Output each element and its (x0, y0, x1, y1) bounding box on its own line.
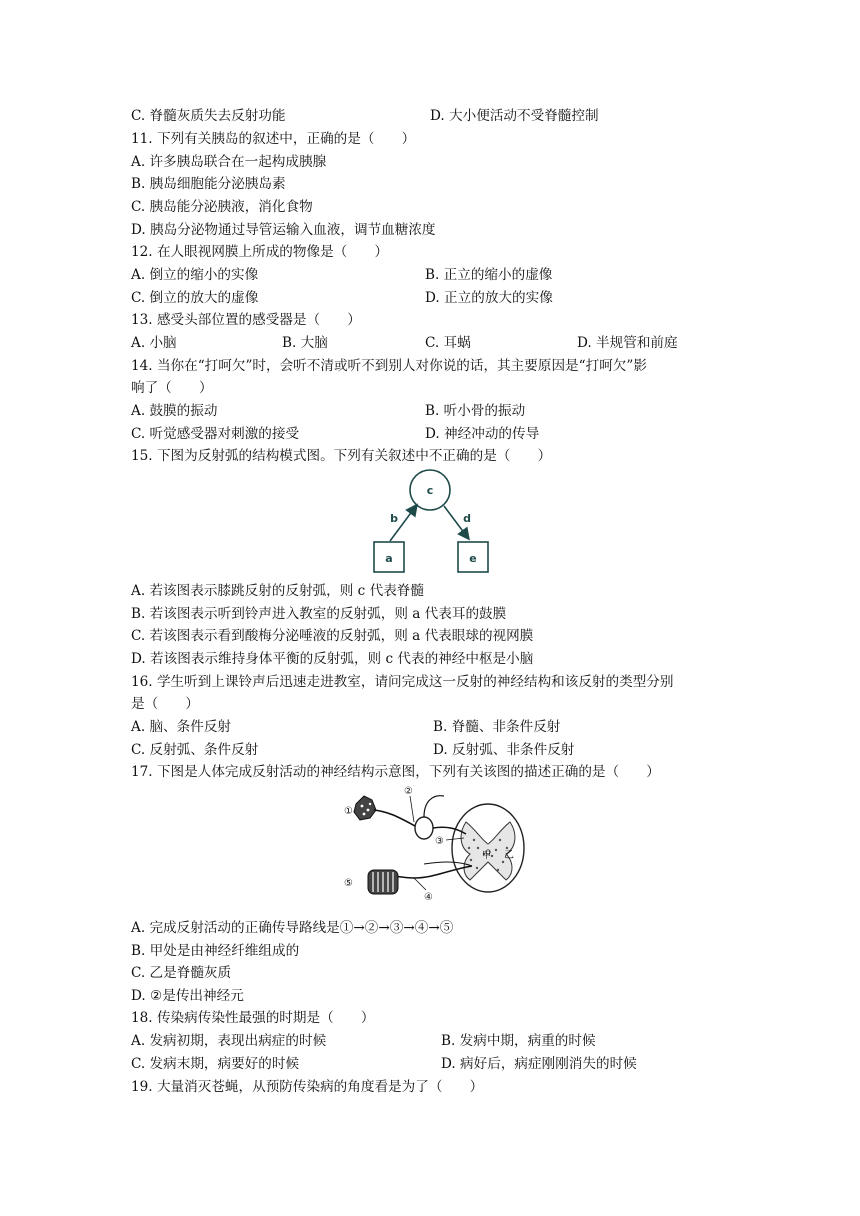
question-14-cont: 响了（ ） (131, 380, 213, 396)
option-d: D. 病好后，病症刚刚消失的时候 (441, 1056, 637, 1072)
option-d: D. 神经冲动的传导 (425, 426, 540, 442)
q15-option-a: A. 若该图表示膝跳反射的反射弧，则 c 代表脊髓 (131, 583, 424, 599)
label-a: a (385, 552, 393, 565)
q16-options-ab (131, 717, 561, 737)
q12-options-cd (131, 288, 553, 308)
label-3: ③ (435, 836, 444, 847)
label-jia: 甲 (482, 851, 492, 861)
option-b: B. 脊髓、非条件反射 (433, 719, 561, 735)
option-c: C. 脊髓灰质失去反射功能 (131, 108, 286, 124)
q11-option-c: C. 胰岛能分泌胰液，消化食物 (131, 199, 313, 215)
q17-option-c: C. 乙是脊髓灰质 (131, 965, 232, 981)
q13-options (131, 333, 678, 353)
reflex-arc-diagram (360, 466, 500, 578)
question-19: 19. 大量消灭苍蝇，从预防传染病的角度看是为了（ ） (131, 1079, 484, 1095)
receptor-shape (354, 796, 376, 820)
question-16: 16. 学生听到上课铃声后迅速走进教室，请问完成这一反射的神经结构和该反射的类型分别 (131, 674, 674, 690)
ganglion (415, 817, 433, 839)
q17-option-d: D. ②是传出神经元 (131, 988, 244, 1004)
q14-options-cd (131, 424, 540, 444)
question-17: 17. 下图是人体完成反射活动的神经结构示意图，下列有关该图的描述正确的是（ ） (131, 764, 660, 780)
q17-option-a: A. 完成反射活动的正确传导路线是①→②→③→④→⑤ (131, 920, 454, 936)
q15-option-b: B. 若该图表示听到铃声进入教室的反射弧，则 a 代表耳的鼓膜 (131, 606, 507, 622)
q11-option-d: D. 胰岛分泌物通过导管运输入血液，调节血糖浓度 (131, 222, 436, 238)
label-c: c (426, 484, 434, 497)
q18-options-cd (131, 1054, 637, 1074)
label-d: d (463, 512, 471, 525)
q10-options-cd (131, 106, 599, 126)
option-a: A. 发病初期，表现出病症的时候 (131, 1033, 327, 1049)
option-a: A. 小脑 (131, 335, 177, 351)
option-a: A. 倒立的缩小的实像 (131, 267, 259, 283)
effector-muscle (368, 870, 398, 894)
option-c: C. 倒立的放大的虚像 (131, 290, 259, 306)
question-14: 14. 当你在“打呵欠”时，会听不清或听不到别人对你说的话，其主要原因是“打呵欠”影 (131, 358, 647, 374)
q15-option-c: C. 若该图表示看到酸梅分泌唾液的反射弧，则 a 代表眼球的视网膜 (131, 628, 534, 644)
question-11: 11. 下列有关胰岛的叙述中，正确的是（ ） (131, 131, 416, 147)
question-18: 18. 传染病传染性最强的时期是（ ） (131, 1010, 375, 1026)
label-b: b (390, 512, 398, 525)
q12-options-ab (131, 265, 553, 285)
label-e: e (469, 552, 477, 565)
q11-option-a: A. 许多胰岛联合在一起构成胰腺 (131, 154, 327, 170)
label-1: ① (344, 806, 353, 817)
neural-structure-diagram (338, 782, 530, 906)
option-c: C. 发病末期，病要好的时候 (131, 1056, 300, 1072)
q18-options-ab (131, 1031, 596, 1051)
option-c: C. 听觉感受器对刺激的接受 (131, 426, 300, 442)
label-5: ⑤ (344, 878, 353, 889)
label-2: ② (404, 786, 413, 797)
option-a: A. 脑、条件反射 (131, 719, 232, 735)
q11-option-b: B. 胰岛细胞能分泌胰岛素 (131, 176, 286, 192)
question-12: 12. 在人眼视网膜上所成的物像是（ ） (131, 244, 389, 260)
question-16-cont: 是（ ） (131, 696, 199, 712)
question-13: 13. 感受头部位置的感受器是（ ） (131, 312, 361, 328)
q15-option-d: D. 若该图表示维持身体平衡的反射弧，则 c 代表的神经中枢是小脑 (131, 651, 534, 667)
q16-options-cd (131, 740, 575, 760)
option-b: B. 听小骨的振动 (425, 403, 526, 419)
q14-options-ab (131, 401, 526, 421)
option-b: B. 发病中期，病重的时候 (441, 1033, 596, 1049)
option-d: D. 半规管和前庭 (577, 335, 678, 351)
option-c: C. 反射弧、条件反射 (131, 742, 259, 758)
label-yi: 乙 (504, 850, 514, 861)
label-4: ④ (424, 892, 433, 903)
option-c: C. 耳蜗 (425, 335, 471, 351)
option-d: D. 大小便活动不受脊髓控制 (430, 108, 599, 124)
option-a: A. 鼓膜的振动 (131, 403, 218, 419)
option-d: D. 反射弧、非条件反射 (433, 742, 575, 758)
option-d: D. 正立的放大的实像 (425, 290, 553, 306)
question-15: 15. 下图为反射弧的结构模式图。下列有关叙述中不正确的是（ ） (131, 448, 552, 464)
q17-option-b: B. 甲处是由神经纤维组成的 (131, 943, 300, 959)
option-b: B. 正立的缩小的虚像 (425, 267, 553, 283)
option-b: B. 大脑 (282, 335, 328, 351)
